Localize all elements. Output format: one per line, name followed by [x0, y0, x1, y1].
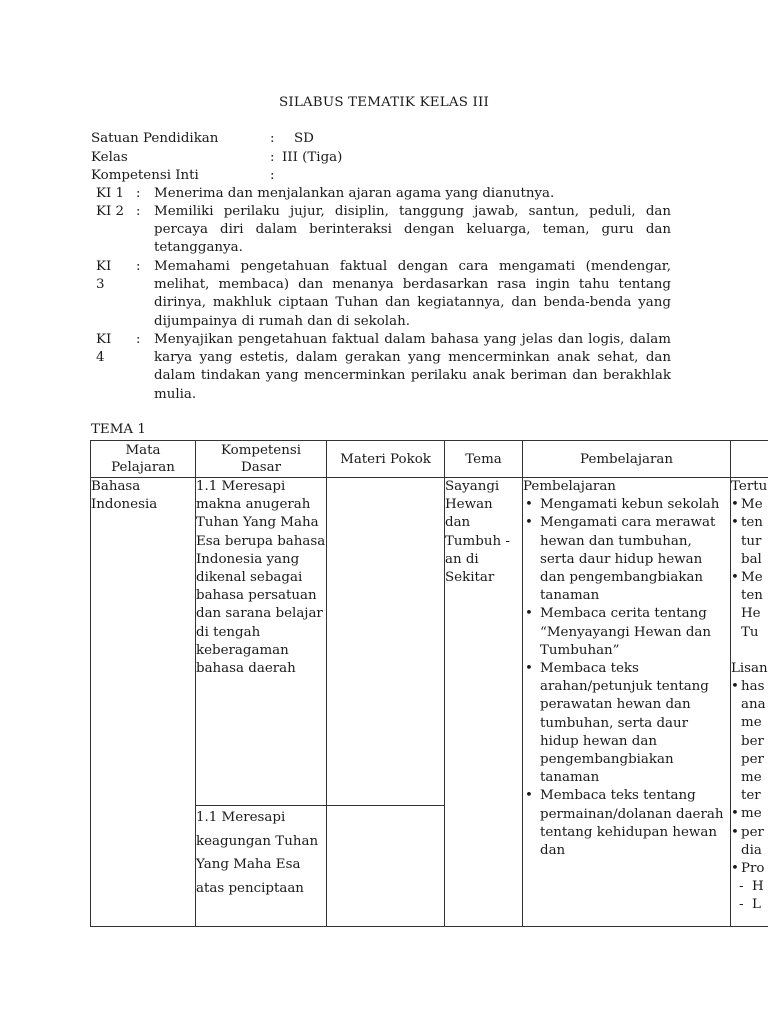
list-item: • ten — [731, 514, 768, 532]
list-item: • Membaca teks arahan/petunjuk tentang perawatan hewan dan tumbuhan, serta daur hidup hewan dan pengembangbiakan tanaman — [523, 660, 730, 787]
text-line: bal — [741, 551, 762, 567]
ki-code: KI 1 — [96, 186, 125, 201]
dash-text: L — [752, 897, 761, 913]
meta-value: SD — [294, 131, 314, 146]
tertulis-cont-2 — [731, 587, 768, 642]
tertulis-list-2 — [731, 569, 768, 587]
lisan-list — [731, 678, 768, 696]
text-line: me — [741, 715, 762, 731]
header-mata-pelajaran: Mata Pelajaran — [91, 441, 196, 478]
kd-cell-2: 1.1 Meresapi keagungan Tuhan Yang Maha Esa atas penciptaan — [196, 806, 327, 927]
list-item: • Pro — [731, 860, 768, 878]
text-line: per — [741, 751, 764, 767]
meta-colon: : — [270, 131, 275, 146]
text-line: ter — [741, 788, 761, 804]
meta-label: Satuan Pendidikan — [91, 131, 219, 146]
text-line: dia — [741, 842, 762, 858]
lisan-cont — [731, 696, 768, 805]
pembelajaran-list — [523, 496, 730, 860]
list-item: • Me — [731, 569, 768, 587]
tertulis-cont — [731, 533, 768, 569]
ki-code: KI 3 — [96, 259, 112, 293]
tertulis-heading: Tertu — [731, 479, 768, 494]
mata-pelajaran-cell: Bahasa Indonesia — [91, 478, 196, 927]
ki-colon: : — [136, 204, 141, 219]
meta-label: Kelas — [91, 150, 128, 165]
table-row — [91, 478, 768, 806]
penilaian-cell — [731, 478, 768, 927]
header-materi-pokok: Materi Pokok — [327, 441, 445, 478]
ki-colon: : — [136, 259, 141, 274]
list-item: • me — [731, 805, 768, 823]
dash-item: - L — [739, 897, 761, 913]
lisan-list-3 — [731, 860, 768, 878]
list-item: • Membaca teks tentang permainan/dolanan daerah tentang kehidupan hewan dan — [523, 787, 730, 860]
text-line: He — [741, 606, 761, 622]
ki-text: Menyajikan pengetahuan faktual dalam bahasa yang jelas dan logis, dalam karya yang estetis, dalam gerakan yang mencerminkan anak sehat, dan dalam tindakan yang mencerminkan perilaku anak beriman dan berakhlak mulia. — [154, 332, 671, 402]
header-penilaian — [731, 441, 768, 478]
materi-pokok-cell-1 — [327, 478, 445, 806]
spacer — [731, 642, 768, 660]
materi-pokok-cell-2 — [327, 806, 445, 927]
document-title: SILABUS TEMATIK KELAS III — [278, 95, 490, 110]
ki-text: Memahami pengetahuan faktual dengan cara mengamati (mendengar, melihat, membaca) dan menanya berdasarkan rasa ingin tahu tentang dirinya, makhluk ciptaan Tuhan dan kegiatannya, dan benda-benda yang dijumpainya di rumah dan di sekolah. — [154, 259, 671, 329]
lisan-cont-2 — [731, 842, 768, 860]
ki-text: Memiliki perilaku jujur, disiplin, tanggung jawab, santun, peduli, dan percaya diri dalam berinteraksi dengan keluarga, teman, guru dan tetangganya. — [154, 204, 671, 256]
ki-text: Menerima dan menjalankan ajaran agama yang dianutnya. — [154, 186, 555, 201]
header-tema: Tema — [445, 441, 523, 478]
text-line: Tu — [741, 624, 759, 640]
header-pembelajaran: Pembelajaran — [523, 441, 731, 478]
meta-label: Kompetensi Inti — [91, 168, 199, 183]
lisan-list-2 — [731, 805, 768, 841]
meta-colon: : — [270, 168, 275, 183]
ki-code: KI 2 — [96, 204, 125, 219]
dash-item: - H — [739, 879, 764, 895]
lisan-heading: Lisan — [731, 660, 768, 676]
list-item: • per — [731, 824, 768, 842]
text-line: me — [741, 770, 762, 786]
list-item: • Membaca cerita tentang “Menyayangi Hewan dan Tumbuhan” — [523, 605, 730, 660]
text-line: tur — [741, 533, 762, 549]
meta-colon: : — [270, 150, 275, 165]
tertulis-list — [731, 496, 768, 532]
text-line: ber — [741, 733, 764, 749]
syllabus-table — [90, 440, 768, 927]
list-item: • Mengamati kebun sekolah — [523, 496, 730, 514]
list-item: • has — [731, 678, 768, 696]
kd-cell-1: 1.1 Meresapi makna anugerah Tuhan Yang Maha Esa berupa bahasa Indonesia yang dikenal sebagai bahasa persatuan dan sarana belajar di tengah keberagaman bahasa daerah — [196, 478, 327, 806]
ki-colon: : — [136, 186, 141, 201]
header-kompetensi-dasar: Kompetensi Dasar — [196, 441, 327, 478]
dash-text: H — [752, 879, 764, 895]
ki-colon: : — [136, 332, 141, 347]
list-item: • Me — [731, 496, 768, 514]
meta-value: III (Tiga) — [282, 150, 343, 165]
table-header-row — [91, 441, 768, 478]
text-line: ana — [741, 697, 766, 713]
pembelajaran-heading: Pembelajaran — [523, 479, 616, 494]
ki-code: KI 4 — [96, 332, 112, 366]
tema-label: TEMA 1 — [91, 422, 146, 437]
pembelajaran-cell — [523, 478, 731, 927]
list-item: • Mengamati cara merawat hewan dan tumbuhan, serta daur hidup hewan dan pengembangbiakan tanaman — [523, 514, 730, 605]
tema-cell: Sayangi Hewan dan Tumbuh -an di Sekitar — [445, 478, 523, 927]
text-line: ten — [741, 588, 763, 604]
